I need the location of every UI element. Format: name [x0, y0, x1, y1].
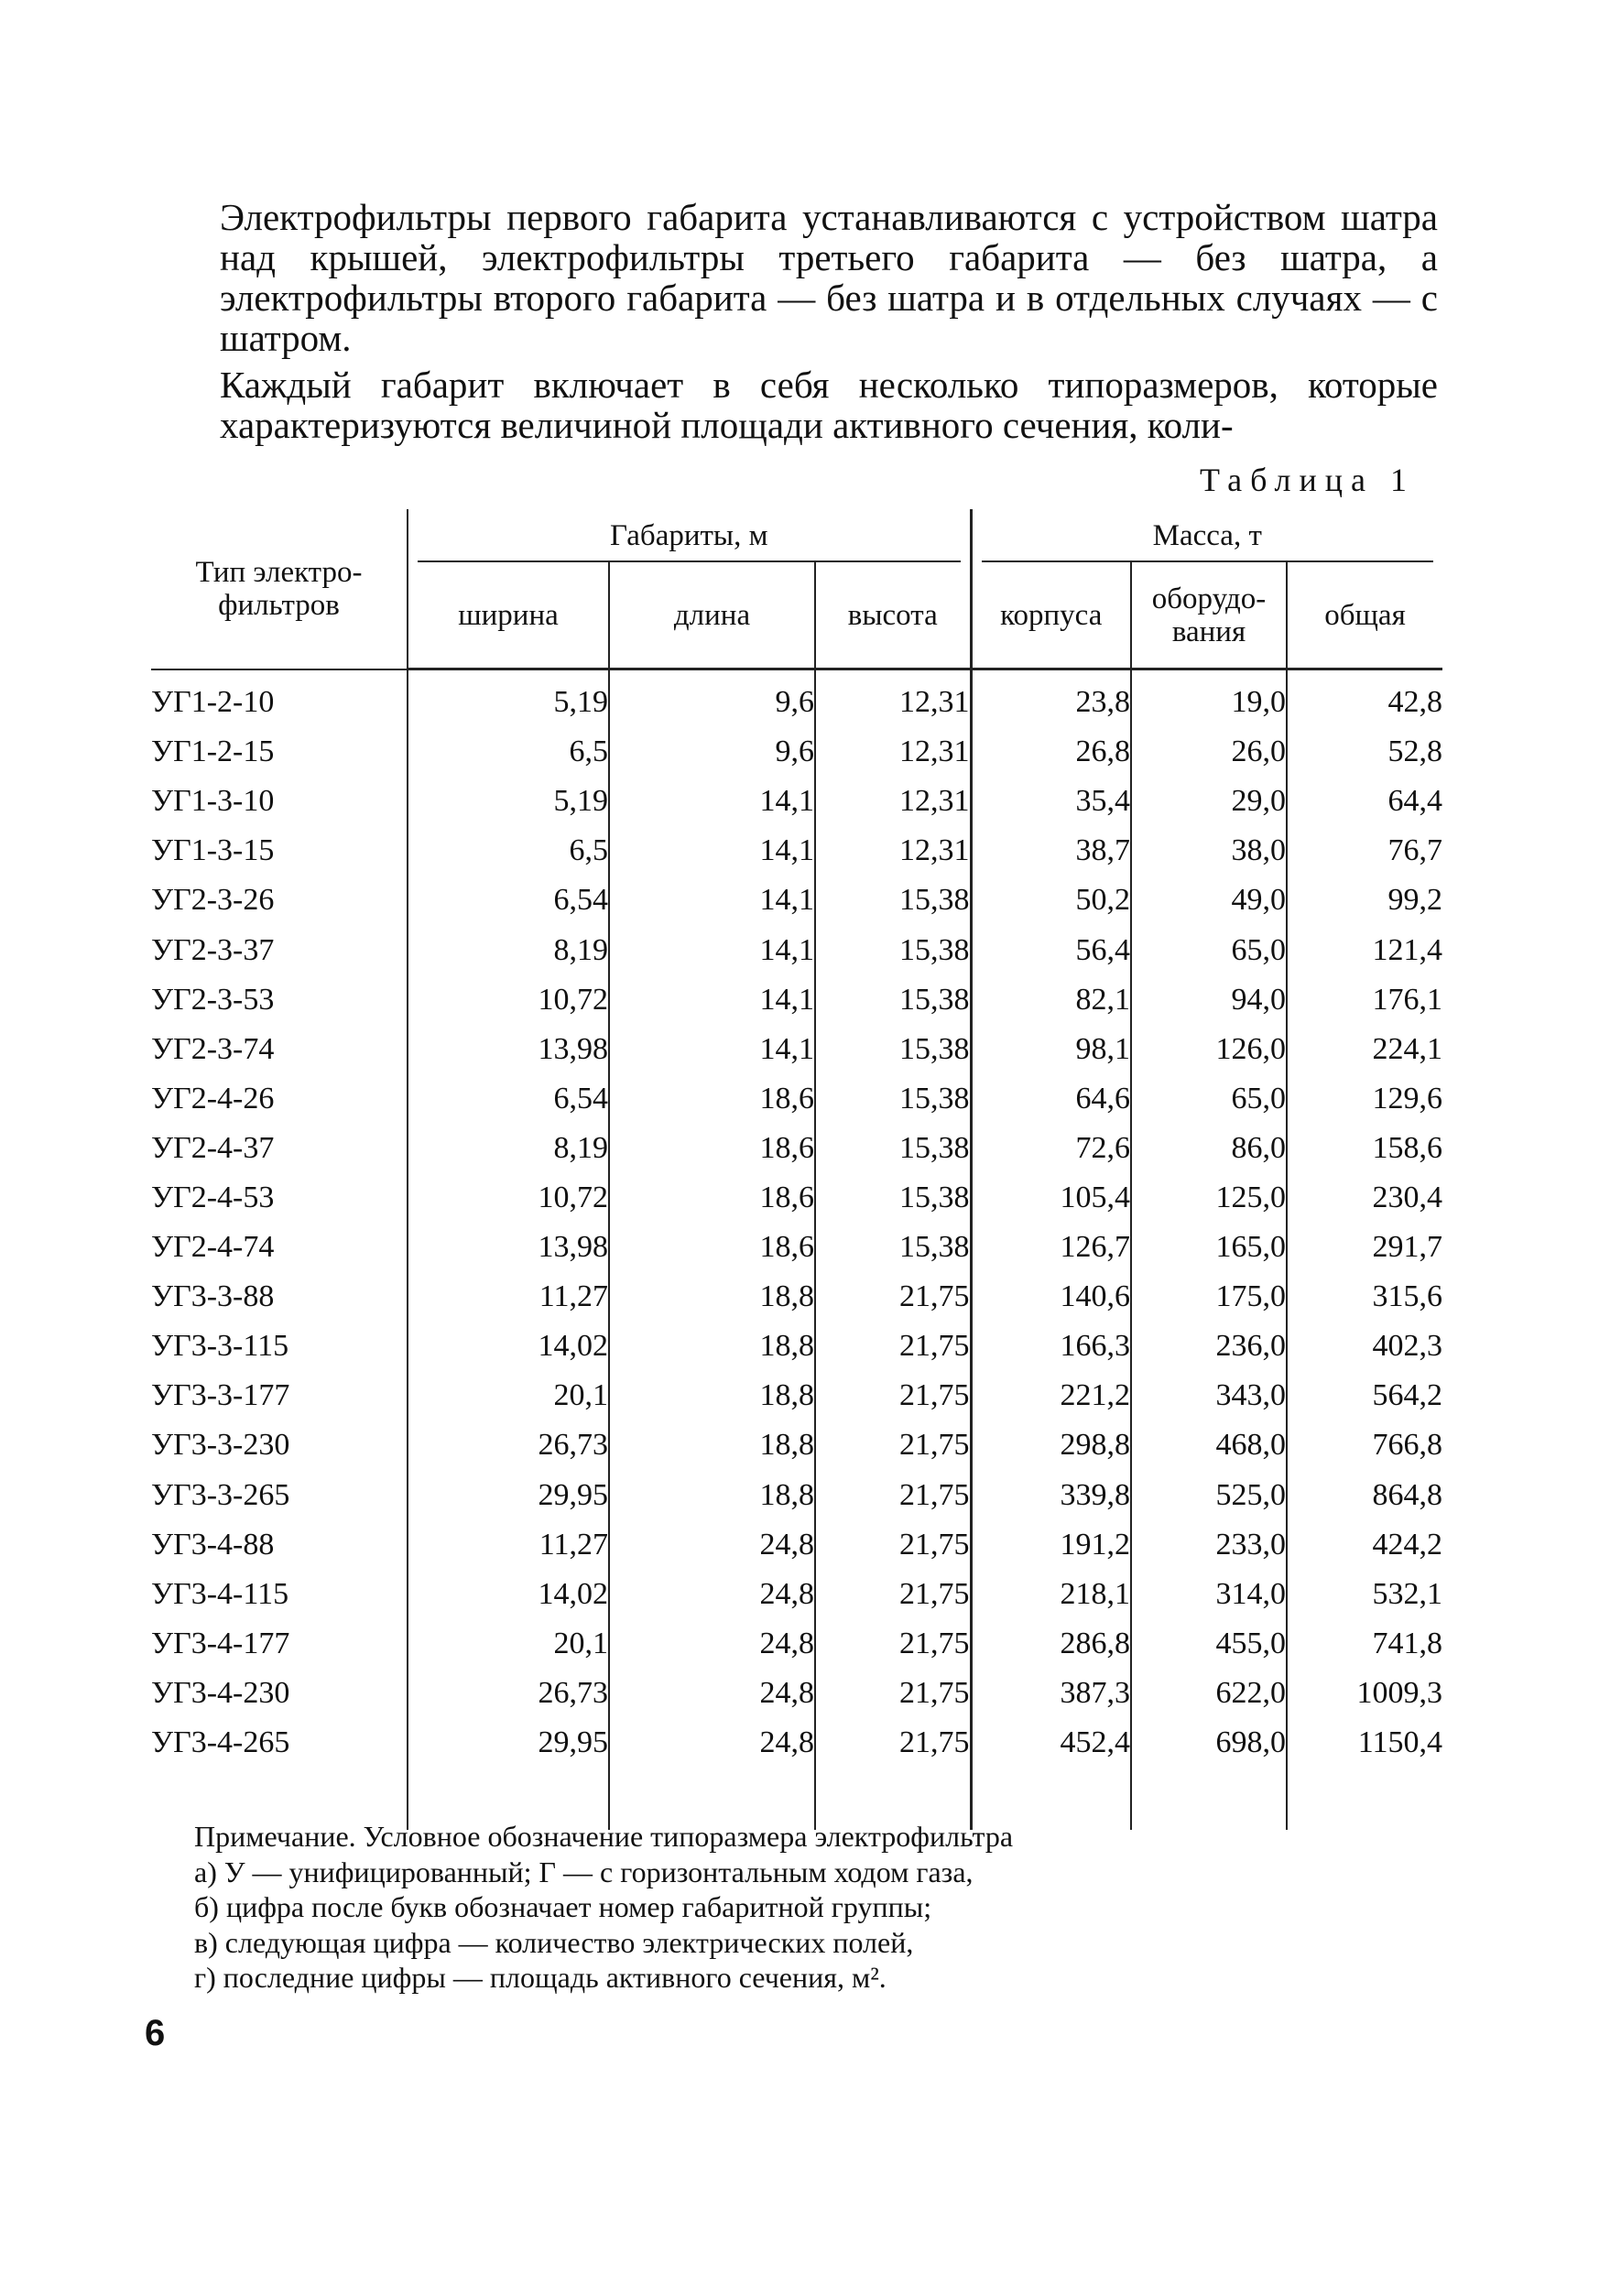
table-row [151, 1124, 1442, 1173]
cell-mass-total: 52,8 [1287, 727, 1442, 777]
cell-mass-total: 64,4 [1287, 777, 1442, 826]
cell-height: 15,38 [815, 975, 971, 1025]
filter-spec-table [151, 509, 1442, 1830]
cell-mass-total: 158,6 [1287, 1124, 1442, 1173]
cell-height: 21,75 [815, 1619, 971, 1669]
note-item-a: а) У — унифицированный; Г — с горизонтальным ходом газа, [194, 1855, 974, 1888]
cell-mass-total: 176,1 [1287, 975, 1442, 1025]
cell-height: 12,31 [815, 727, 971, 777]
table-row [151, 975, 1442, 1025]
cell-mass-equipment: 622,0 [1131, 1669, 1287, 1718]
header-width: ширина [408, 562, 609, 669]
cell-width: 10,72 [408, 1173, 609, 1223]
cell-mass-equipment: 314,0 [1131, 1570, 1287, 1619]
table-row [151, 1471, 1442, 1520]
cell-width: 8,19 [408, 925, 609, 974]
table-body [151, 669, 1442, 1831]
header-height: высота [815, 562, 971, 669]
cell-length: 18,8 [609, 1272, 815, 1322]
header-dimensions-group: Габариты, м [408, 509, 971, 562]
cell-mass-equipment: 94,0 [1131, 975, 1287, 1025]
cell-height: 21,75 [815, 1570, 971, 1619]
note-item-c: в) следующая цифра — количество электрических полей, [194, 1925, 914, 1959]
cell-height: 15,38 [815, 1173, 971, 1223]
header-mass-body: корпуса [971, 562, 1131, 669]
table-row [151, 1619, 1442, 1669]
cell-length: 14,1 [609, 826, 815, 876]
cell-mass-total: 230,4 [1287, 1173, 1442, 1223]
cell-height: 21,75 [815, 1420, 971, 1470]
cell-mass-equipment: 343,0 [1131, 1371, 1287, 1420]
cell-mass-body: 191,2 [971, 1520, 1131, 1570]
cell-mass-body: 50,2 [971, 876, 1131, 925]
cell-length: 18,8 [609, 1322, 815, 1371]
cell-width: 6,5 [408, 826, 609, 876]
cell-mass-equipment: 19,0 [1131, 669, 1287, 728]
cell-length: 24,8 [609, 1619, 815, 1669]
cell-width: 20,1 [408, 1371, 609, 1420]
cell-type: УГ1-2-15 [151, 735, 275, 769]
cell-mass-total: 1009,3 [1287, 1669, 1442, 1718]
cell-mass-body: 98,1 [971, 1025, 1131, 1074]
table-row [151, 1272, 1442, 1322]
cell-height: 21,75 [815, 1520, 971, 1570]
cell-mass-equipment: 233,0 [1131, 1520, 1287, 1570]
cell-mass-total: 99,2 [1287, 876, 1442, 925]
table-header-row-groups [151, 509, 1442, 562]
header-length: длина [609, 562, 815, 669]
table-row [151, 1025, 1442, 1074]
cell-width: 11,27 [408, 1520, 609, 1570]
cell-type: УГ2-4-53 [151, 1180, 275, 1214]
cell-mass-body: 64,6 [971, 1074, 1131, 1124]
cell-width: 11,27 [408, 1272, 609, 1322]
table-row [151, 1223, 1442, 1272]
table-row [151, 1420, 1442, 1470]
cell-mass-equipment: 49,0 [1131, 876, 1287, 925]
cell-mass-body: 126,7 [971, 1223, 1131, 1272]
cell-mass-total: 741,8 [1287, 1619, 1442, 1669]
table-row [151, 1570, 1442, 1619]
cell-width: 26,73 [408, 1669, 609, 1718]
cell-mass-total: 42,8 [1287, 669, 1442, 728]
cell-mass-body: 166,3 [971, 1322, 1131, 1371]
cell-width: 10,72 [408, 975, 609, 1025]
cell-mass-body: 140,6 [971, 1272, 1131, 1322]
cell-type: УГ3-3-265 [151, 1477, 290, 1512]
cell-width: 13,98 [408, 1025, 609, 1074]
paragraph-intro: Электрофильтры первого габарита устанавливаются с устройством шатра над крышей, электрофильтры третьего габарита — без шатра, а электрофильтры второго габарита — без шатра и в отдельных случаях — с шатром. [220, 196, 1438, 359]
table-row [151, 826, 1442, 876]
cell-length: 18,8 [609, 1371, 815, 1420]
cell-length: 18,6 [609, 1173, 815, 1223]
cell-mass-body: 23,8 [971, 669, 1131, 728]
cell-mass-total: 1150,4 [1287, 1718, 1442, 1768]
table-row [151, 1173, 1442, 1223]
cell-mass-equipment: 175,0 [1131, 1272, 1287, 1322]
table-row [151, 1371, 1442, 1420]
cell-mass-total: 291,7 [1287, 1223, 1442, 1272]
cell-length: 14,1 [609, 1025, 815, 1074]
table-caption: Таблица 1 [1200, 462, 1415, 498]
cell-mass-body: 56,4 [971, 925, 1131, 974]
cell-mass-body: 286,8 [971, 1619, 1131, 1669]
cell-width: 13,98 [408, 1223, 609, 1272]
cell-mass-body: 339,8 [971, 1471, 1131, 1520]
cell-mass-equipment: 126,0 [1131, 1025, 1287, 1074]
cell-mass-body: 218,1 [971, 1570, 1131, 1619]
cell-mass-equipment: 525,0 [1131, 1471, 1287, 1520]
cell-length: 18,6 [609, 1223, 815, 1272]
cell-width: 20,1 [408, 1619, 609, 1669]
cell-height: 15,38 [815, 1074, 971, 1124]
table-row [151, 1520, 1442, 1570]
cell-length: 9,6 [609, 727, 815, 777]
cell-width: 5,19 [408, 669, 609, 728]
cell-mass-body: 221,2 [971, 1371, 1131, 1420]
cell-mass-total: 864,8 [1287, 1471, 1442, 1520]
cell-type: УГ2-3-26 [151, 883, 275, 918]
cell-mass-total: 224,1 [1287, 1025, 1442, 1074]
cell-height: 15,38 [815, 876, 971, 925]
cell-width: 29,95 [408, 1471, 609, 1520]
cell-mass-total: 424,2 [1287, 1520, 1442, 1570]
header-mass-total: общая [1287, 562, 1442, 669]
cell-height: 15,38 [815, 1124, 971, 1173]
table-row [151, 876, 1442, 925]
table-row [151, 727, 1442, 777]
cell-mass-body: 38,7 [971, 826, 1131, 876]
cell-mass-body: 387,3 [971, 1669, 1131, 1718]
cell-mass-total: 402,3 [1287, 1322, 1442, 1371]
cell-length: 14,1 [609, 876, 815, 925]
cell-type: УГ2-4-37 [151, 1130, 275, 1165]
cell-height: 12,31 [815, 826, 971, 876]
cell-mass-total: 76,7 [1287, 826, 1442, 876]
header-type [151, 509, 408, 669]
cell-mass-equipment: 29,0 [1131, 777, 1287, 826]
header-mass-group: Масса, т [971, 509, 1442, 562]
cell-mass-equipment: 86,0 [1131, 1124, 1287, 1173]
table-tail-cell [1287, 1768, 1442, 1830]
cell-length: 14,1 [609, 777, 815, 826]
cell-type: УГ2-3-74 [151, 1031, 275, 1066]
cell-width: 14,02 [408, 1322, 609, 1371]
cell-mass-total: 315,6 [1287, 1272, 1442, 1322]
cell-mass-total: 532,1 [1287, 1570, 1442, 1619]
cell-type: УГ3-4-177 [151, 1626, 290, 1660]
cell-type: УГ3-3-88 [151, 1279, 275, 1314]
cell-width: 6,54 [408, 876, 609, 925]
cell-mass-equipment: 125,0 [1131, 1173, 1287, 1223]
cell-mass-equipment: 65,0 [1131, 925, 1287, 974]
cell-width: 14,02 [408, 1570, 609, 1619]
cell-type: УГ2-3-53 [151, 982, 275, 1017]
cell-height: 21,75 [815, 1371, 971, 1420]
cell-length: 24,8 [609, 1570, 815, 1619]
cell-type: УГ3-4-265 [151, 1725, 290, 1760]
cell-mass-equipment: 38,0 [1131, 826, 1287, 876]
cell-height: 12,31 [815, 669, 971, 728]
note-item-d: г) последние цифры — площадь активного сечения, м². [194, 1961, 887, 1994]
page-number: 6 [145, 2013, 166, 2053]
cell-length: 9,6 [609, 669, 815, 728]
cell-length: 18,6 [609, 1074, 815, 1124]
table-row [151, 1718, 1442, 1768]
cell-width: 26,73 [408, 1420, 609, 1470]
cell-mass-equipment: 26,0 [1131, 727, 1287, 777]
cell-length: 24,8 [609, 1669, 815, 1718]
paragraph-sizes: Каждый габарит включает в себя несколько типоразмеров, которые характеризуются величиной площади активного сечения, коли- [220, 364, 1438, 446]
cell-height: 15,38 [815, 925, 971, 974]
cell-mass-equipment: 698,0 [1131, 1718, 1287, 1768]
cell-type: УГ3-4-230 [151, 1675, 290, 1710]
cell-height: 21,75 [815, 1718, 971, 1768]
cell-height: 21,75 [815, 1669, 971, 1718]
cell-mass-total: 129,6 [1287, 1074, 1442, 1124]
cell-mass-total: 766,8 [1287, 1420, 1442, 1470]
header-type-label: Тип электро-фильтров [195, 555, 363, 622]
cell-mass-body: 35,4 [971, 777, 1131, 826]
cell-type: УГ2-4-26 [151, 1081, 275, 1115]
cell-mass-body: 105,4 [971, 1173, 1131, 1223]
cell-height: 12,31 [815, 777, 971, 826]
note-item-b: б) цифра после букв обозначает номер габаритной группы; [194, 1890, 932, 1923]
table-note [194, 1819, 1293, 1996]
cell-width: 6,5 [408, 727, 609, 777]
cell-width: 29,95 [408, 1718, 609, 1768]
cell-type: УГ1-2-10 [151, 684, 275, 719]
cell-length: 24,8 [609, 1520, 815, 1570]
cell-length: 18,8 [609, 1471, 815, 1520]
cell-height: 21,75 [815, 1322, 971, 1371]
cell-mass-equipment: 65,0 [1131, 1074, 1287, 1124]
cell-type: УГ3-4-88 [151, 1527, 275, 1561]
note-title: Примечание. Условное обозначение типоразмера электрофильтра [194, 1820, 1014, 1853]
cell-type: УГ1-3-10 [151, 784, 275, 819]
cell-mass-body: 82,1 [971, 975, 1131, 1025]
cell-mass-total: 121,4 [1287, 925, 1442, 974]
cell-height: 15,38 [815, 1223, 971, 1272]
cell-length: 18,8 [609, 1420, 815, 1470]
table-row [151, 1669, 1442, 1718]
table-row [151, 777, 1442, 826]
cell-height: 21,75 [815, 1471, 971, 1520]
table-row [151, 925, 1442, 974]
header-mass-equipment: оборудо-вания [1131, 562, 1287, 669]
cell-type: УГ3-4-115 [151, 1576, 289, 1611]
cell-type: УГ3-3-230 [151, 1428, 290, 1463]
table-row [151, 1322, 1442, 1371]
cell-type: УГ2-4-74 [151, 1230, 275, 1265]
table-row [151, 669, 1442, 728]
cell-mass-equipment: 455,0 [1131, 1619, 1287, 1669]
cell-mass-equipment: 165,0 [1131, 1223, 1287, 1272]
cell-mass-equipment: 236,0 [1131, 1322, 1287, 1371]
cell-width: 6,54 [408, 1074, 609, 1124]
cell-type: УГ2-3-37 [151, 932, 275, 967]
cell-type: УГ1-3-15 [151, 833, 275, 868]
cell-height: 21,75 [815, 1272, 971, 1322]
cell-type: УГ3-3-177 [151, 1378, 290, 1413]
cell-width: 5,19 [408, 777, 609, 826]
cell-mass-total: 564,2 [1287, 1371, 1442, 1420]
cell-length: 18,6 [609, 1124, 815, 1173]
cell-type: УГ3-3-115 [151, 1329, 289, 1364]
cell-mass-body: 26,8 [971, 727, 1131, 777]
cell-height: 15,38 [815, 1025, 971, 1074]
cell-length: 14,1 [609, 925, 815, 974]
cell-length: 14,1 [609, 975, 815, 1025]
cell-mass-body: 452,4 [971, 1718, 1131, 1768]
cell-length: 24,8 [609, 1718, 815, 1768]
cell-width: 8,19 [408, 1124, 609, 1173]
cell-mass-body: 298,8 [971, 1420, 1131, 1470]
table-row [151, 1074, 1442, 1124]
cell-mass-body: 72,6 [971, 1124, 1131, 1173]
cell-mass-equipment: 468,0 [1131, 1420, 1287, 1470]
